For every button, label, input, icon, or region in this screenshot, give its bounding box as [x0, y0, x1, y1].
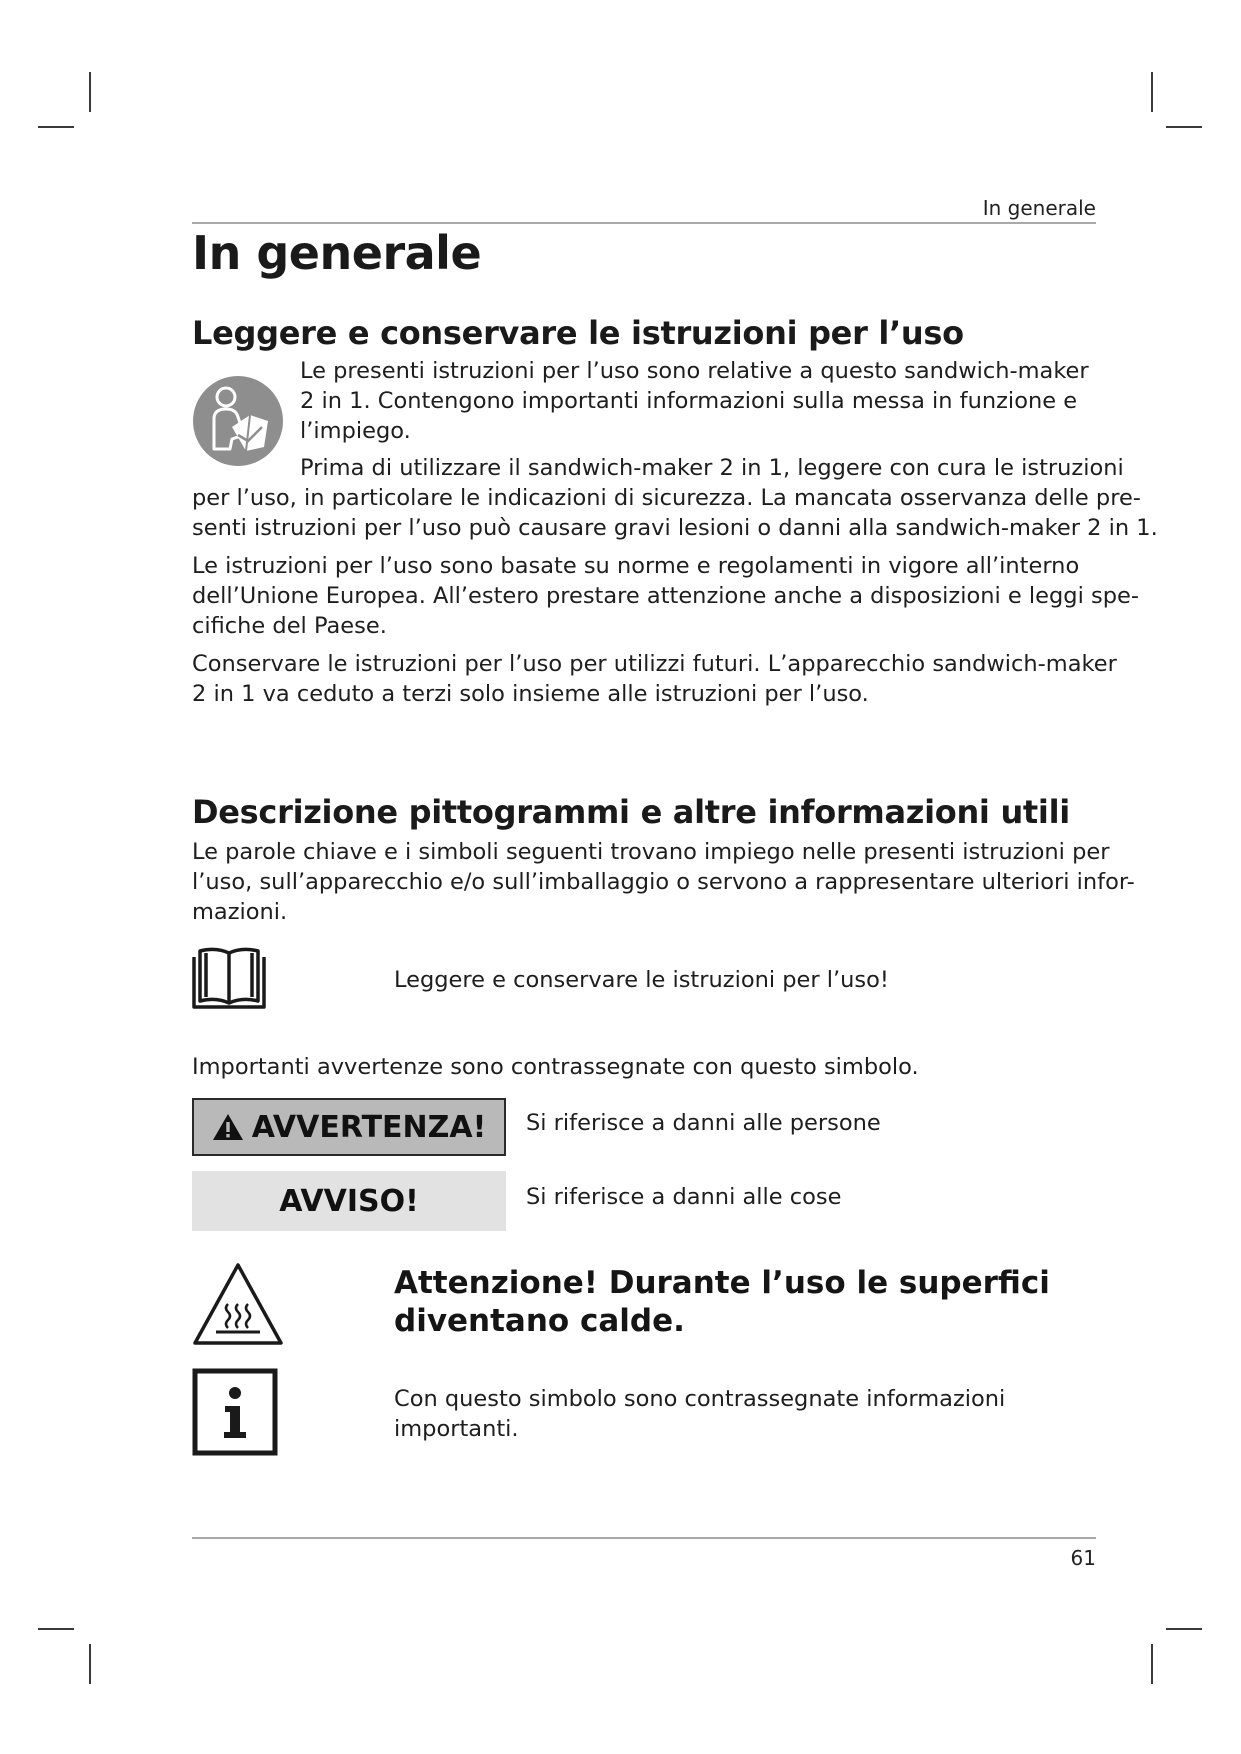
crop-mark	[38, 1628, 74, 1630]
info-icon	[192, 1368, 278, 1456]
crop-mark	[1166, 1628, 1202, 1630]
crop-mark	[38, 126, 74, 128]
crop-mark	[1151, 72, 1153, 112]
page-number: 61	[1070, 1546, 1096, 1570]
paragraph-pictograms-intro: Le parole chiave e i simboli seguenti trovano impiego nelle presenti istruzioni per l’uso, sull’apparecchio e/o sull’imballaggio o servono a rappresentare ulteriori infor- mazioni.	[192, 839, 1135, 925]
paragraph-keep: Conservare le istruzioni per l’uso per utilizzi futuri. L’apparecchio sandwich-maker 2 in 1 va ceduto a terzi solo insieme alle istruzioni per l’uso.	[192, 651, 1117, 707]
running-header: In generale	[982, 196, 1096, 220]
warnings-intro: Importanti avvertenze sono contrassegnate con questo simbolo.	[192, 1054, 919, 1080]
warning-triangle-icon	[212, 1113, 244, 1141]
paragraph-intro: Le presenti istruzioni per l’uso sono relative a questo sandwich-maker 2 in 1. Contengono importanti informazioni sulla messa in funzione e l’impiego.	[300, 358, 1089, 444]
footer-rule	[192, 1537, 1096, 1539]
header-rule	[192, 222, 1096, 224]
warning-description: Si riferisce a danni alle persone	[526, 1110, 881, 1136]
crop-mark	[89, 1644, 91, 1684]
hot-surface-warning: Attenzione! Durante l’uso le superfici diventano calde.	[394, 1265, 1050, 1339]
crop-mark	[1166, 126, 1202, 128]
book-symbol-label: Leggere e conservare le istruzioni per l’uso!	[394, 967, 889, 993]
hot-surface-icon	[192, 1262, 284, 1346]
section-heading-instructions: Leggere e conservare le istruzioni per l’uso	[192, 314, 964, 352]
info-description: Con questo simbolo sono contrassegnate informazioni importanti.	[394, 1386, 1006, 1442]
page-title: In generale	[192, 226, 482, 280]
paragraph-regulations: Le istruzioni per l’uso sono basate su norme e regolamenti in vigore all’interno dell’Unione Europea. All’estero prestare attenzione anche a disposizioni e leggi spe- cifiche del Paese.	[192, 553, 1139, 639]
section-heading-pictograms: Descrizione pittogrammi e altre informazioni utili	[192, 793, 1070, 831]
crop-mark	[1151, 1644, 1153, 1684]
paragraph-safety: Prima di utilizzare il sandwich-maker 2 in 1, leggere con cura le istruzioni per l’uso, in particolare le indicazioni di sicurezza. La mancata osservanza delle pre- senti istruzioni per l’uso può causare gravi lesioni o danni alla sandwich-maker 2 in 1.	[192, 455, 1158, 541]
notice-description: Si riferisce a danni alle cose	[526, 1184, 842, 1210]
crop-mark	[89, 72, 91, 112]
notice-badge: AVVISO!	[192, 1171, 506, 1231]
warning-badge: AVVERTENZA!	[192, 1098, 506, 1156]
open-book-icon	[192, 945, 266, 1009]
